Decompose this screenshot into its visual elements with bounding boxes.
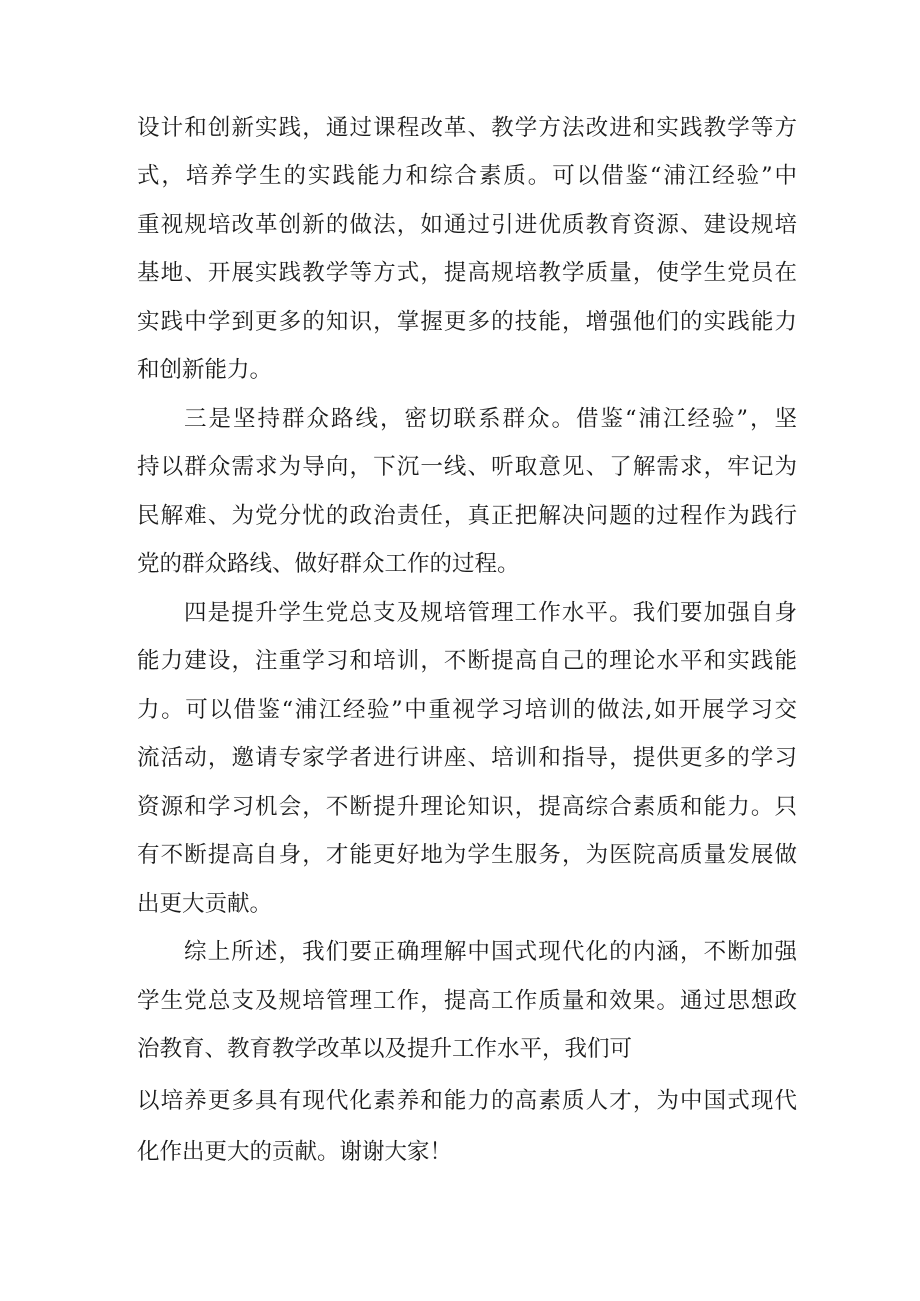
paragraph-line: 能力建设，注重学习和培训，不断提高自己的理论水平和实践能 — [137, 648, 797, 674]
paragraph-line: 基地、开展实践教学等方式，提高规培教学质量，使学生党员在 — [137, 260, 797, 286]
paragraph-line: 重视规培改革创新的做法，如通过引进优质教育资源、建设规培 — [137, 212, 797, 238]
paragraph-line: 学生党总支及规培管理工作，提高工作质量和效果。通过思想政 — [137, 988, 797, 1014]
paragraph-line: 式，培养学生的实践能力和综合素质。可以借鉴“浦江经验”中 — [137, 163, 797, 189]
paragraph-line: 设计和创新实践，通过课程改革、教学方法改进和实践教学等方 — [137, 115, 797, 141]
paragraph-line: 和创新能力。 — [137, 357, 273, 383]
paragraph-line: 持以群众需求为导向，下沉一线、听取意见、了解需求，牢记为 — [137, 454, 797, 480]
paragraph-line: 三是坚持群众路线，密切联系群众。借鉴“浦江经验”，坚 — [184, 406, 797, 432]
paragraph-line: 化作出更大的贡献。谢谢大家！ — [137, 1139, 453, 1165]
paragraph-line: 有不断提高自身，才能更好地为学生服务，为医院高质量发展做 — [137, 842, 797, 868]
paragraph-line: 治教育、教育教学改革以及提升工作水平，我们可 — [137, 1036, 633, 1062]
paragraph-line: 以培养更多具有现代化素养和能力的高素质人才，为中国式现代 — [137, 1088, 797, 1114]
paragraph-line: 民解难、为党分忧的政治责任，真正把解决问题的过程作为践行 — [137, 503, 797, 529]
paragraph-line: 资源和学习机会，不断提升理论知识，提高综合素质和能力。只 — [137, 794, 797, 820]
paragraph-line: 力。可以借鉴“浦江经验”中重视学习培训的做法,如开展学习交 — [137, 697, 797, 723]
paragraph-line: 党的群众路线、做好群众工作的过程。 — [137, 551, 520, 577]
paragraph-line: 综上所述，我们要正确理解中国式现代化的内涵，不断加强 — [184, 939, 797, 965]
paragraph-line: 出更大贡献。 — [137, 891, 273, 917]
paragraph-line: 流活动，邀请专家学者进行讲座、培训和指导，提供更多的学习 — [137, 745, 797, 771]
paragraph-line: 实践中学到更多的知识，掌握更多的技能，增强他们的实践能力 — [137, 309, 797, 335]
paragraph-line: 四是提升学生党总支及规培管理工作水平。我们要加强自身 — [184, 600, 797, 626]
